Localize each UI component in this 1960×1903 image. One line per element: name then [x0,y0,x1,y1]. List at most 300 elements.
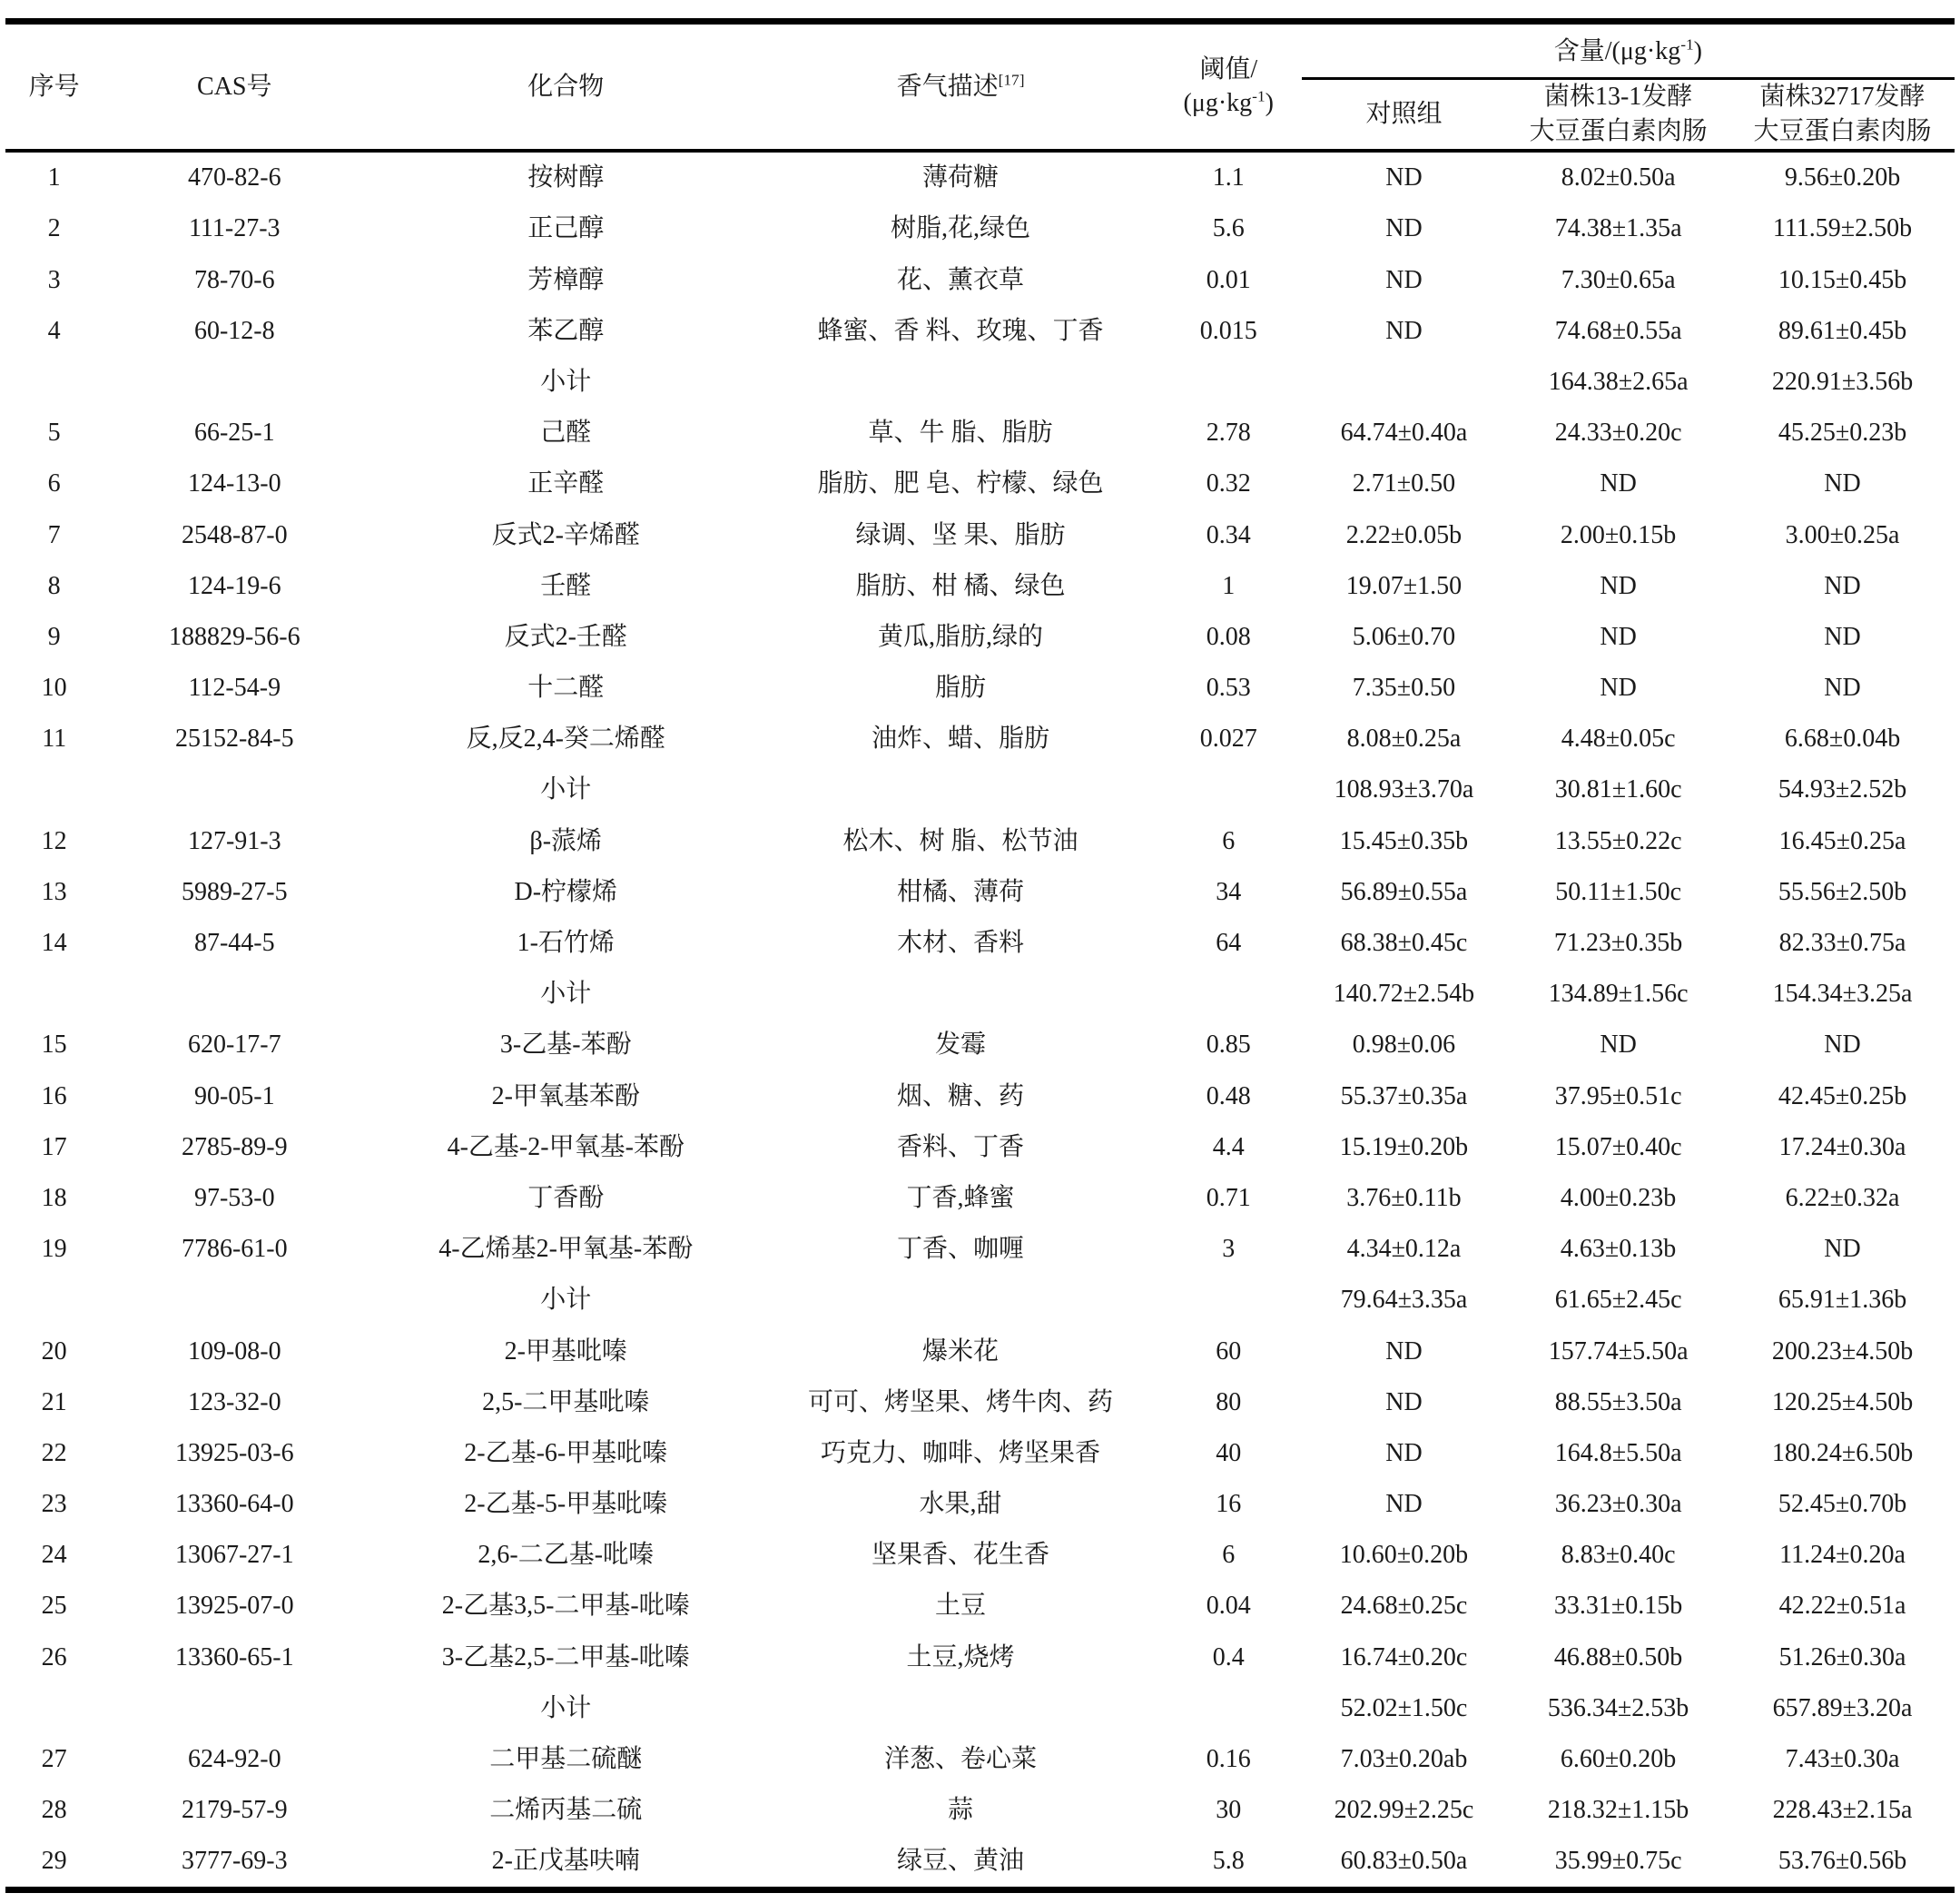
cell-threshold: 0.08 [1206,622,1251,651]
cell-no: 8 [47,571,61,600]
cell-s32: ND [1824,674,1861,703]
cell-threshold: 6 [1222,1541,1236,1570]
cell-no: 11 [42,725,67,754]
cell-s13: 4.63±0.13b [1560,1235,1677,1264]
table-row [5,560,1955,611]
cell-control: 79.64±3.35a [1340,1286,1468,1315]
cell-aroma: 黄瓜,脂肪,绿的 [878,622,1044,651]
subtotal-row [5,356,1955,407]
cell-s13: 4.00±0.23b [1560,1183,1677,1212]
cell-s13: 7.30±0.65a [1561,265,1676,294]
cell-cas: 2179-57-9 [181,1796,288,1825]
cell-s13: ND [1600,469,1637,498]
cell-no: 12 [41,826,67,855]
cell-s32: 7.43±0.30a [1785,1745,1900,1773]
cell-cas: 470-82-6 [103,151,366,203]
cell-aroma: 脂肪 [935,674,987,703]
cell-threshold: 3 [1222,1235,1236,1264]
cell-no: 20 [41,1336,67,1366]
cell-compound: 3-乙基-苯酚 [499,1030,632,1060]
cell-s13: 164.38±2.65a [1548,367,1689,396]
cell-control: ND [1385,1438,1423,1467]
cell-threshold: 16 [1216,1490,1242,1519]
cell-cas [103,969,366,1020]
cell-cas: 90-05-1 [193,1081,275,1110]
cell-aroma [765,356,1155,407]
cell-no [5,356,103,407]
cell-control: 15.19±0.20b [1339,1132,1469,1161]
cell-threshold: 0.32 [1206,469,1251,498]
cell-control: 108.93±3.70a [1334,775,1474,804]
cell-s32: 16.45±0.25a [1778,826,1906,855]
cell-aroma: 土豆,烧烤 [906,1642,1015,1671]
table-row [5,1733,1955,1784]
cell-cas: 5989-27-5 [181,877,288,906]
cell-no: 6 [47,469,61,498]
cell-aroma: 树脂,花,绿色 [891,214,1031,243]
cell-aroma: 丁香,蜂蜜 [906,1183,1015,1212]
cell-s13: 134.89±1.56c [1548,980,1689,1009]
cell-cas: 78-70-6 [193,265,275,294]
cell-aroma: 洋葱、卷心菜 [884,1745,1038,1773]
table-row [5,458,1955,509]
table-header [5,22,1955,151]
cell-aroma: 脂肪、柑 橘、绿色 [855,571,1066,600]
cell-s13: 218.32±1.15b [1547,1796,1689,1825]
cell-no: 14 [41,929,67,957]
cell-threshold: 0.015 [1199,316,1257,345]
cell-s13: 13.55±0.22c [1554,826,1682,855]
cell-threshold [1156,969,1302,1020]
cell-s32: 42.22±0.51a [1778,1592,1906,1621]
cell-control: 3.76±0.11b [1346,1183,1462,1212]
cell-compound: 按树醇 [366,151,765,203]
cell-cas: 123-32-0 [187,1387,281,1416]
cell-threshold: 30 [1216,1796,1242,1825]
cell-aroma: 薄荷糖 [765,151,1155,203]
cell-aroma [765,1275,1155,1326]
cell-threshold: 0.16 [1206,1745,1251,1773]
cell-compound: 2-甲基吡嗪 [504,1336,627,1366]
cell-control: 15.45±0.35b [1339,826,1469,855]
cell-compound: 2-乙基3,5-二甲基-吡嗪 [441,1592,690,1621]
cell-s32: 200.23±4.50b [1771,1336,1914,1366]
cell-aroma: 香料、丁香 [897,1132,1025,1161]
cell-threshold: 5.6 [1212,214,1245,243]
cell-s32: ND [1824,1030,1861,1060]
cell-compound: 丁香酚 [527,1183,605,1212]
cell-aroma: 草、牛 脂、脂肪 [868,419,1053,448]
cell-cas: 127-91-3 [187,826,281,855]
cell-cas: 60-12-8 [193,316,275,345]
cell-no: 1 [5,151,103,203]
cell-s32: 11.24±0.20a [1779,1541,1906,1570]
cell-no: 2 [47,214,61,243]
cell-cas: 87-44-5 [193,929,275,957]
cell-no: 29 [41,1847,67,1876]
cell-cas [103,1275,366,1326]
cell-compound: 二烯丙基二硫 [489,1796,643,1825]
cell-no: 28 [41,1796,67,1825]
col-header-compound: 化合物 [527,72,605,101]
cell-control: ND [1385,214,1423,243]
cell-compound: 小计 [540,1693,592,1722]
subtotal-row [5,1275,1955,1326]
cell-aroma: 发霉 [935,1030,987,1060]
cell-s32: ND [1824,622,1861,651]
table-row [5,815,1955,866]
cell-s13: 4.48±0.05c [1561,725,1676,754]
cell-threshold [1156,1682,1302,1733]
table-row [5,408,1955,458]
cell-compound: 2-正戊基呋喃 [491,1847,640,1876]
table-row [5,1172,1955,1223]
cell-aroma: 花、薰衣草 [897,265,1025,294]
table-row [5,1478,1955,1529]
cell-s13: ND [1600,622,1637,651]
cell-compound: 正己醇 [527,214,605,243]
cell-compound: β-蒎烯 [529,826,603,855]
table-row [5,714,1955,764]
cell-control: ND [1302,151,1506,203]
cell-s32: 111.59±2.50b [1772,214,1913,243]
cell-s32: 42.45±0.25b [1778,1081,1907,1110]
cell-cas: 109-08-0 [187,1336,281,1366]
table-row [5,1427,1955,1478]
table-row [5,1632,1955,1682]
cell-control: 56.89±0.55a [1340,877,1468,906]
cell-cas: 624-92-0 [187,1745,281,1773]
cell-s13: 33.31±0.15b [1553,1592,1683,1621]
cell-s32: 657.89±3.20a [1772,1693,1913,1722]
table-row [5,1376,1955,1427]
cell-s13: 536.34±2.53b [1547,1693,1689,1722]
cell-s32: 65.91±1.36b [1778,1286,1907,1315]
cell-aroma: 柑橘、薄荷 [897,877,1025,906]
cell-s13: 6.60±0.20b [1560,1745,1677,1773]
table-row [5,1121,1955,1172]
table-row [5,1836,1955,1890]
col-header-aroma [765,22,1155,151]
cell-compound: 4-乙基-2-甲氧基-苯酚 [447,1132,685,1161]
cell-control: ND [1385,1336,1423,1366]
cell-s13: 15.07±0.40c [1554,1132,1682,1161]
cell-no: 23 [41,1490,67,1519]
cell-s32: 55.56±2.50b [1778,877,1907,906]
cell-no: 4 [47,316,61,345]
subtotal-row [5,1682,1955,1733]
cell-no: 21 [41,1387,67,1416]
cell-s32: 52.45±0.70b [1778,1490,1907,1519]
cell-s32: ND [1824,469,1861,498]
cell-cas: 25152-84-5 [174,725,294,754]
cell-control: 68.38±0.45c [1340,929,1468,957]
threshold-label: 阈值/ [1199,54,1258,84]
cell-compound: 反,反2,4-癸二烯醛 [466,725,665,754]
cell-control: 7.03±0.20ab [1340,1745,1468,1773]
cell-control: 2.71±0.50 [1352,469,1456,498]
cell-no: 9 [47,622,61,651]
cell-compound: 2-乙基-6-甲基吡嗪 [464,1438,668,1467]
cell-compound: 反式2-壬醛 [504,622,627,651]
col-header-strain-13-1: 菌株13-1发酵 大豆蛋白素肉肠 [1529,83,1708,145]
cell-control: ND [1385,1490,1423,1519]
table-row [5,611,1955,662]
cell-threshold: 60 [1216,1336,1242,1366]
cell-control: 16.74±0.20c [1340,1642,1468,1671]
cell-cas: 13360-64-0 [174,1490,294,1519]
col-header-no: 序号 [28,72,80,101]
cell-aroma: 蒜 [948,1796,974,1825]
cell-threshold: 0.53 [1206,674,1251,703]
cell-no: 25 [41,1592,67,1621]
aroma-label: 香气描述 [896,72,999,101]
cell-s32: ND [1824,571,1861,600]
cell-no [5,764,103,815]
cell-no: 19 [41,1235,67,1264]
cell-threshold: 0.4 [1212,1642,1245,1671]
table-row [5,1581,1955,1632]
cell-s13: ND [1600,674,1637,703]
cell-aroma: 木材、香料 [897,929,1025,957]
cell-s13: 35.99±0.75c [1554,1847,1682,1876]
cell-threshold [1156,1275,1302,1326]
cell-threshold: 64 [1216,929,1242,957]
cell-control: 7.35±0.50 [1352,674,1456,703]
subtotal-row [5,764,1955,815]
cell-no: 17 [41,1132,67,1161]
cell-s13: ND [1600,1030,1637,1060]
cell-control: 0.98±0.06 [1352,1030,1456,1060]
cell-s32: 17.24±0.30a [1778,1132,1906,1161]
cell-no: 16 [41,1081,67,1110]
table-row [5,254,1955,305]
cell-s32: 228.43±2.15a [1772,1796,1913,1825]
cell-control: 202.99±2.25c [1334,1796,1474,1825]
subtotal-row [5,969,1955,1020]
cell-s13: 24.33±0.20c [1554,419,1682,448]
cell-cas: 97-53-0 [193,1183,275,1212]
cell-s32: 180.24±6.50b [1771,1438,1914,1467]
cell-threshold: 6 [1222,826,1236,855]
cell-aroma [765,764,1155,815]
cell-s13: 164.8±5.50a [1554,1438,1682,1467]
cell-no: 13 [41,877,67,906]
cell-control: ND [1385,316,1423,345]
cell-s32: 154.34±3.25a [1772,980,1913,1009]
cell-control: ND [1385,265,1423,294]
cell-threshold: 0.01 [1206,265,1251,294]
cell-no [5,1682,103,1733]
cell-control: ND [1385,1387,1423,1416]
cell-aroma: 绿调、坚 果、脂肪 [855,520,1066,549]
cell-compound: 苯乙醇 [527,316,605,345]
table-row [5,1224,1955,1275]
cell-s32: 120.25±4.50b [1771,1387,1914,1416]
col-header-control: 对照组 [1365,100,1443,129]
table-row [5,662,1955,713]
cell-no [5,969,103,1020]
cell-s13: 157.74±5.50a [1548,1336,1689,1366]
cell-control: 19.07±1.50 [1345,571,1463,600]
table-row [5,1070,1955,1121]
cell-s32: 3.00±0.25a [1785,520,1900,549]
cell-cas: 111-27-3 [188,214,281,243]
cell-control: 10.60±0.20b [1339,1541,1469,1570]
threshold-unit: $(\mu g\cdot kg^{-1})$ [1183,87,1274,118]
table-row [5,866,1955,917]
cell-aroma: 丁香、咖喱 [897,1235,1025,1264]
cell-s13: 8.02±0.50a [1506,151,1730,203]
cell-s32: 54.93±2.52b [1778,775,1907,804]
cell-threshold: 5.8 [1212,1847,1245,1876]
cell-s13: 61.65±2.45c [1554,1286,1682,1315]
cell-cas: 13360-65-1 [174,1642,294,1671]
cell-threshold: 0.48 [1206,1081,1251,1110]
cell-s32: 220.91±3.56b [1771,367,1914,396]
col-header-threshold [1156,22,1302,151]
cell-compound: 小计 [540,367,592,396]
cell-s32: 6.68±0.04b [1784,725,1901,754]
cell-aroma: 可可、烤坚果、烤牛肉、药 [808,1387,1114,1416]
cell-threshold [1156,356,1302,407]
cell-compound: 2-甲氧基苯酚 [491,1081,640,1110]
cell-s13: 36.23±0.30a [1554,1490,1682,1519]
cell-s13: 30.81±1.60c [1554,775,1682,804]
cell-cas: 13925-03-6 [174,1438,294,1467]
table-row [5,305,1955,356]
cell-s13: 46.88±0.50b [1553,1642,1683,1671]
cell-s32: 10.15±0.45b [1778,265,1907,294]
cell-control: 60.83±0.50a [1340,1847,1468,1876]
table-row [5,509,1955,560]
cell-no: 27 [41,1745,67,1773]
cell-compound: 正辛醛 [527,469,605,498]
cell-threshold: 0.027 [1199,725,1257,754]
cell-threshold [1156,764,1302,815]
cell-s13: 74.68±0.55a [1554,316,1682,345]
cell-aroma: 松木、树 脂、松节油 [842,826,1078,855]
cell-cas: 66-25-1 [193,419,275,448]
cell-s13: 74.38±1.35a [1554,214,1682,243]
cell-no [5,1275,103,1326]
cell-aroma: 水果,甜 [919,1490,1002,1519]
cell-s13: 88.55±3.50a [1554,1387,1682,1416]
cell-cas: 124-13-0 [187,469,281,498]
cell-threshold: 0.34 [1206,520,1251,549]
content-group-header [1302,22,1955,79]
col-header-strain-32717: 菌株32717发酵 大豆蛋白素肉肠 [1753,83,1932,145]
cell-compound: 反式2-辛烯醛 [491,520,640,549]
cell-threshold: 34 [1216,877,1242,906]
cell-s13: 8.83±0.40c [1561,1541,1676,1570]
cell-compound: 小计 [540,775,592,804]
cell-aroma [765,969,1155,1020]
cell-s32: ND [1824,1235,1861,1264]
table-row [5,917,1955,968]
cell-control: 4.34±0.12a [1346,1235,1462,1264]
table-row [5,1785,1955,1836]
cell-compound: 2-乙基-5-甲基吡嗪 [464,1490,668,1519]
cell-control: 5.06±0.70 [1352,622,1456,651]
cell-control: 55.37±0.35a [1340,1081,1468,1110]
cell-no: 18 [41,1183,67,1212]
cell-no: 24 [41,1541,67,1570]
cell-compound: 己醛 [540,419,592,448]
cell-compound: 小计 [540,980,592,1009]
cell-cas: 2548-87-0 [181,520,288,549]
cell-no: 10 [41,674,67,703]
cell-aroma: 坚果香、花生香 [872,1541,1050,1570]
cell-control: 52.02±1.50c [1340,1693,1468,1722]
cell-no: 15 [41,1030,67,1060]
cell-compound: 2,5-二甲基吡嗪 [482,1387,650,1416]
cell-aroma: 油炸、蜡、脂肪 [872,725,1050,754]
table-row [5,1530,1955,1581]
cell-cas [103,1682,366,1733]
cell-threshold: 0.85 [1206,1030,1251,1060]
cell-s13: ND [1600,571,1637,600]
cell-cas [103,356,366,407]
cell-compound: 二甲基二硫醚 [489,1745,643,1773]
cell-s13: 50.11±1.50c [1555,877,1681,906]
cell-threshold: 4.4 [1212,1132,1245,1161]
cell-s32: 9.56±0.20b [1730,151,1955,203]
cell-s32: 89.61±0.45b [1778,316,1907,345]
cell-control: 8.08±0.25a [1346,725,1462,754]
cell-s13: 37.95±0.51c [1554,1081,1682,1110]
cell-compound: 4-乙烯基2-甲氧基-苯酚 [438,1235,694,1264]
cell-aroma [765,1682,1155,1733]
cell-cas: 124-19-6 [187,571,281,600]
cell-control: 64.74±0.40a [1340,419,1468,448]
cell-compound: 3-乙基2,5-二甲基-吡嗪 [441,1642,690,1671]
cell-threshold: 0.71 [1206,1183,1251,1212]
cell-cas: 3777-69-3 [181,1847,288,1876]
cell-threshold: 2.78 [1206,419,1251,448]
cell-threshold: 0.04 [1206,1592,1251,1621]
cell-control [1302,356,1506,407]
cell-aroma: 巧克力、咖啡、烤坚果香 [821,1438,1101,1467]
table-row [5,1326,1955,1376]
cell-aroma: 烟、糖、药 [897,1081,1025,1110]
cell-no: 5 [47,419,61,448]
cell-compound: 壬醛 [540,571,592,600]
cell-compound: 1-石竹烯 [517,929,615,957]
cell-aroma: 爆米花 [922,1336,1000,1366]
cell-s32: 6.22±0.32a [1785,1183,1900,1212]
table-row [5,1020,1955,1070]
cell-s32: 82.33±0.75a [1778,929,1906,957]
cell-compound: D-柠檬烯 [514,877,618,906]
cell-control: 2.22±0.05b [1345,520,1463,549]
cell-s13: 2.00±0.15b [1560,520,1677,549]
cell-s32: 45.25±0.23b [1778,419,1907,448]
cell-no: 22 [41,1438,67,1467]
cell-cas: 620-17-7 [187,1030,281,1060]
cell-aroma: 绿豆、黄油 [897,1847,1025,1876]
cell-s13: 71.23±0.35b [1553,929,1683,957]
cell-threshold: 80 [1216,1387,1242,1416]
cell-cas: 13067-27-1 [174,1541,294,1570]
table-body [5,151,1955,1890]
cell-threshold: 40 [1216,1438,1242,1467]
volatile-compounds-table [5,18,1955,1893]
cell-no: 7 [47,520,61,549]
cell-control: 140.72±2.54b [1333,980,1475,1009]
cell-control: 24.68±0.25c [1340,1592,1468,1621]
cell-cas: 188829-56-6 [168,622,300,651]
